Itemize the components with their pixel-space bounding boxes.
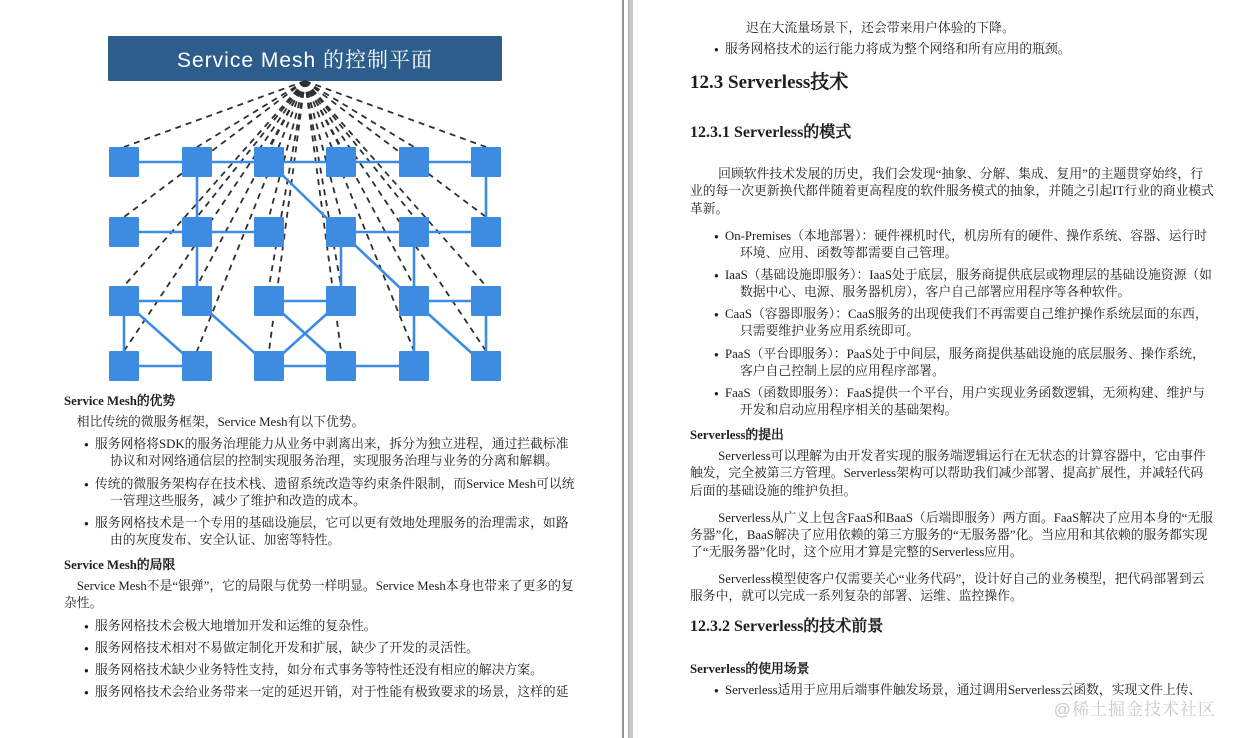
right-page-text (690, 20, 1215, 699)
control-plane-ray (305, 81, 486, 147)
sub-heading: Service Mesh的优势 (64, 394, 176, 408)
sub-heading: Service Mesh的局限 (64, 558, 176, 573)
section-heading: 12.3.2 Serverless的技术前景 (690, 618, 884, 636)
bullet-list (690, 41, 1215, 58)
bullet-item: ● 服务网格技术的运行能力将成为整个网络和所有应用的瓶颈。 (690, 41, 1215, 58)
bullet-list (64, 436, 576, 549)
mesh-node (326, 351, 356, 381)
control-plane-ray (124, 81, 305, 286)
mesh-node (109, 147, 139, 177)
section-heading: 12.3 Serverless技术 (690, 72, 849, 94)
control-plane-ray (305, 81, 486, 286)
right-page (634, 0, 1240, 738)
mesh-node (182, 286, 212, 316)
page-gutter (622, 0, 634, 738)
control-plane-rays (124, 81, 486, 351)
paragraph: Serverless从广义上包含FaaS和BaaS（后端即服务）两方面。FaaS解决了应用本身的“无服务器”化，BaaS解决了应用依赖的第三方服务的“无服务器”化。当应用和其依赖的服务都实现了“无服务器”化时，这个应用才算是完整的Serverless应用。 (690, 510, 1213, 559)
mesh-edges (124, 162, 486, 366)
mesh-node (254, 351, 284, 381)
bullet-item: ● On-Premises（本地部署）：硬件裸机时代，机房所有的硬件、操作系统、容器、运行时环境、应用、函数等都需要自己管理。 (690, 228, 1215, 262)
bullet-item: ● 服务网格技术会给业务带来一定的延迟开销，对于性能有极致要求的场景，这样的延 (64, 684, 576, 701)
mesh-node (471, 217, 501, 247)
bullet-list (690, 228, 1215, 419)
left-page-text (64, 386, 576, 709)
mesh-node (254, 217, 284, 247)
mesh-nodes (109, 147, 501, 381)
bullet-item: ● 服务网格将SDK的服务治理能力从业务中剥离出来，拆分为独立进程，通过拦截标准协议和对网络通信层的控制实现服务治理，实现服务治理与业务的分离和解耦。 (64, 436, 576, 470)
paragraph: Serverless可以理解为由开发者实现的服务端逻辑运行在无状态的计算容器中，它由事件触发，完全被第三方管理。Serverless架构可以帮助我们减少部署、提高扩展性，并减轻代码后面的基础设施的维护负担。 (690, 449, 1206, 498)
control-plane-ray (305, 81, 414, 147)
paragraph: 迟在大流量场景下，还会带来用户体验的下降。 (746, 21, 1015, 35)
bullet-item: ● 服务网格技术会极大地增加开发和运维的复杂性。 (64, 618, 576, 635)
mesh-node (326, 286, 356, 316)
mesh-node (399, 286, 429, 316)
mesh-node (109, 286, 139, 316)
mesh-node (182, 147, 212, 177)
mesh-node (182, 217, 212, 247)
control-plane-ray (305, 81, 341, 286)
diagram-title: Service Mesh 的控制平面 (176, 49, 434, 72)
control-plane-ray (305, 81, 414, 286)
watermark: @稀土掘金技术社区 (1053, 700, 1216, 720)
control-plane-ray (124, 81, 305, 147)
service-mesh-diagram (100, 30, 512, 385)
mesh-node (326, 217, 356, 247)
bullet-item: ● FaaS（函数即服务）：FaaS提供一个平台，用户实现业务函数逻辑，无须构建、维护与开发和启动应用程序相关的基础架构。 (690, 385, 1215, 419)
mesh-node (471, 286, 501, 316)
sub-heading: Serverless的提出 (690, 428, 784, 443)
bullet-list (64, 618, 576, 702)
paragraph: 相比传统的微服务框架，Service Mesh有以下优势。 (76, 415, 365, 430)
section-heading: 12.3.1 Serverless的模式 (690, 124, 852, 142)
mesh-node (254, 286, 284, 316)
mesh-node (109, 217, 139, 247)
mesh-node (254, 147, 284, 177)
paragraph: Service Mesh不是“银弹”，它的局限与优势一样明显。Service Mesh本身也带来了更多的复杂性。 (64, 579, 574, 611)
mesh-node (109, 351, 139, 381)
bullet-item: ● 服务网格技术相对不易做定制化开发和扩展，缺少了开发的灵活性。 (64, 640, 576, 657)
mesh-node (471, 147, 501, 177)
control-plane-ray (197, 81, 305, 147)
bullet-item: ● IaaS（基础设施即服务）：IaaS处于底层，服务商提供底层或物理层的基础设施资源（如数据中心、电源、服务器机房），客户自己部署应用程序等各种软件。 (690, 267, 1215, 301)
paragraph: Serverless模型使客户仅需要关心“业务代码”，设计好自己的业务模型，把代码部署到云服务中，就可以完成一系列复杂的部署、运维、监控操作。 (690, 572, 1205, 604)
bullet-list (690, 682, 1215, 699)
mesh-node (399, 147, 429, 177)
paragraph: 回顾软件技术发展的历史，我们会发现“抽象、分解、集成、复用”的主题贯穿始终，行业的每一次更新换代都伴随着更高程度的软件服务模式的抽象，并随之引起IT行业的商业模式革新。 (690, 167, 1214, 216)
bullet-item: ● 服务网格技术是一个专用的基础设施层，它可以更有效地处理服务的治理需求，如路由的灰度发布、安全认证、加密等特性。 (64, 515, 576, 549)
bullet-item: ● 传统的微服务架构存在技术栈、遗留系统改造等约束条件限制，而Service Mesh可以统一管理这些服务，减少了维护和改造的成本。 (64, 476, 576, 510)
gutter-line-right (628, 0, 633, 738)
bullet-item: ● PaaS（平台即服务）：PaaS处于中间层，服务商提供基础设施的底层服务、操作系统，客户自己控制上层的应用程序部署。 (690, 346, 1215, 380)
bullet-item: ● Serverless适用于应用后端事件触发场景，通过调用Serverless云函数，实现文件上传、 (690, 682, 1215, 699)
mesh-node (471, 351, 501, 381)
bullet-item: ● 服务网格技术缺少业务特性支持，如分布式事务等特性还没有相应的解决方案。 (64, 662, 576, 679)
mesh-node (399, 351, 429, 381)
sub-heading: Serverless的使用场景 (690, 661, 810, 676)
control-plane-ray (269, 81, 305, 286)
mesh-node (326, 147, 356, 177)
mesh-node (182, 351, 212, 381)
mesh-node (399, 217, 429, 247)
bullet-item: ● CaaS（容器即服务）：CaaS服务的出现使我们不再需要自己维护操作系统层面的东西，只需要维护业务应用系统即可。 (690, 306, 1215, 340)
